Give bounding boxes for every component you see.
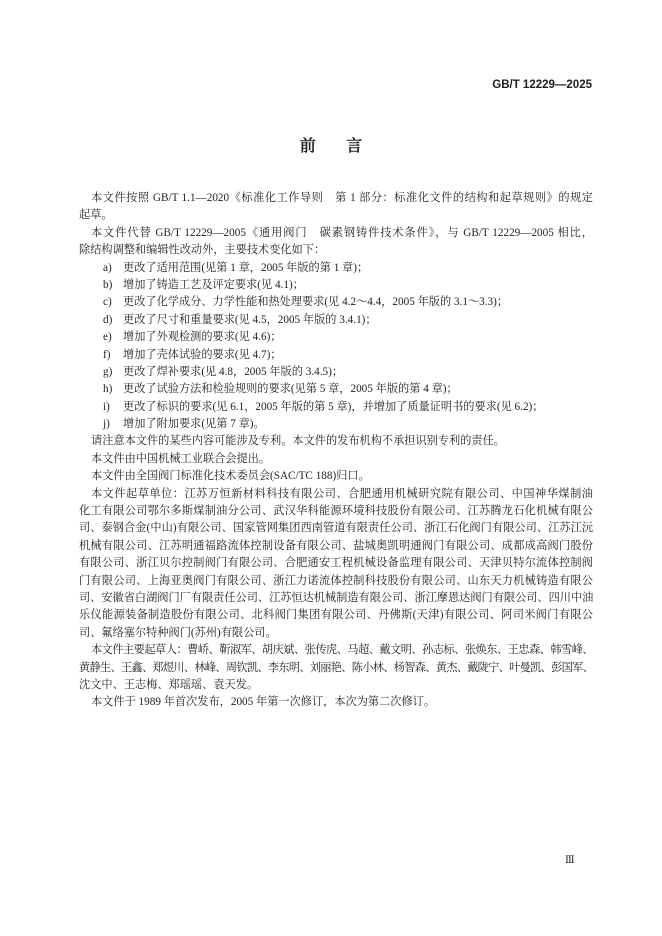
list-item [79,381,593,398]
list-label: h) [103,383,113,396]
list-item [79,416,593,433]
paragraph-jurisdiction: 本文件由全国阀门标准化技术委员会(SAC/TC 188)归口。 [91,470,370,483]
list-text: 增加了壳体试验的要求(见 4.7)； [123,348,282,361]
list-text: 更改了适用范围(见第 1 章，2005 年版的第 1 章)； [123,261,369,274]
paragraph-line: 机械有限公司、江苏明通福路流体控制设备有限公司、盐城奥凯明通阀门有限公司、成都成高阀门股份 [79,539,593,552]
paragraph-intro [79,190,593,225]
list-label: a) [103,261,112,274]
list-label: d) [103,313,113,326]
paragraph-history: 本文件于 1989 年首次发布，2005 年第一次修订，本次为第二次修订。 [91,696,436,709]
paragraph-line: 司、泰钢合金(中山)有限公司、国家管网集团西南管道有限责任公司、浙江石化阀门有限公司、江苏江沅 [79,522,593,535]
list-text: 增加了外观检测的要求(见 4.6)； [123,331,282,344]
paragraph-line: 乐仪能源装备制造股份有限公司、北科阀门集团有限公司、丹佛斯(天津)有限公司、阿司米阀门有限公 [79,609,593,622]
list-text: 更改了化学成分、力学性能和热处理要求(见 4.2～4.4，2005 年版的 3.1～3.3)； [123,296,509,309]
list-label: b) [103,278,113,291]
header-standard-number: GB/T 12229—2025 [492,79,592,91]
paragraph-line: 化工有限公司鄂尔多斯煤制油分公司、武汉华科能源环境科技股份有限公司、江苏腾龙石化机械有限公 [79,505,593,518]
list-label: f) [103,348,111,361]
paragraph-drafting-units [79,486,593,643]
list-text: 更改了试验方法和检验规则的要求(见第 5 章，2005 年版的第 4 章)； [123,383,458,396]
list-item [79,329,593,346]
paragraph-line: 沈文中、王志梅、郑瑶瑶、袁天发。 [79,678,259,691]
paragraph-line: 本文件代替 GB/T 12229—2005《通用阀门 碳素钢铸件技术条件》，与 GB/T 12229—2005 相比， [91,226,593,239]
list-label: e) [103,331,112,344]
page-number: Ⅲ [565,855,575,866]
list-text: 更改了尺寸和重量要求(见 4.5，2005 年版的 3.4.1)； [123,313,377,326]
list-item [79,294,593,311]
paragraph-line: 本文件起草单位：江苏万恒新材料科技有限公司、合肥通用机械研究院有限公司、中国神华煤制油 [91,487,593,500]
list-label: c) [103,296,112,309]
paragraph-line: 本文件主要起草人：曹峤、靳淑军、胡庆斌、张传虎、马超、戴文明、孙志标、张焕东、王忠森、韩雪峰、 [91,644,593,657]
list-text: 增加了铸造工艺及评定要求(见 4.1)； [123,278,304,291]
list-item [79,277,593,294]
paragraph-proposer: 本文件由中国机械工业联合会提出。 [91,452,271,465]
list-text: 更改了标识的要求(见 6.1，2005 年版的第 5 章)，并增加了质量证明书的要求(见 6.2)； [123,400,544,413]
list-text: 增加了附加要求(见第 7 章)。 [123,418,265,431]
paragraph-line: 本文件按照 GB/T 1.1—2020《标准化工作导则 第 1 部分：标准化文件的结构和起草规则》的规定 [91,192,593,204]
paragraph-line: 有限公司、浙江贝尔控制阀门有限公司、合肥通安工程机械设备监理有限公司、天津贝特尔流体控制阀 [79,557,593,570]
paragraph-line: 除结构调整和编辑性改动外，主要技术变化如下： [79,244,326,257]
list-item [79,260,593,277]
paragraph-line: 司、氟络塞尔特种阀门(苏州)有限公司。 [79,626,277,639]
paragraph-line: 门有限公司、上海亚奥阀门有限公司、浙江力诺流体控制科技股份有限公司、山东天力机械铸造有限公 [79,574,593,587]
page-title: 前言 [299,136,393,155]
list-label: i) [103,400,110,413]
paragraph-replacement [79,225,593,260]
list-item [79,364,593,381]
paragraph-line: 起草。 [79,209,113,222]
list-item [79,312,593,329]
list-item [79,399,593,416]
list-item [79,347,593,364]
list-label: g) [103,365,113,378]
list-label: j) [103,418,110,431]
paragraph-line: 黄静生、王鑫、郑煜川、林峰、周钦凯、李东明、刘丽艳、陈小林、杨智森、黄杰、戴陇宁、叶曼凯、彭国军、 [79,661,593,674]
change-list [79,260,593,434]
list-text: 更改了焊补要求(见 4.8，2005 年版的 3.4.5)； [123,365,344,378]
paragraph-drafters [79,642,593,694]
paragraph-line: 司、安徽省白湖阀门厂有限责任公司、江苏恒达机械制造有限公司、浙江摩恩达阀门有限公司、四川中油 [79,591,593,604]
foreword-body [79,190,593,712]
paragraph-patent-notice: 请注意本文件的某些内容可能涉及专利。本文件的发布机构不承担识别专利的责任。 [91,435,505,448]
